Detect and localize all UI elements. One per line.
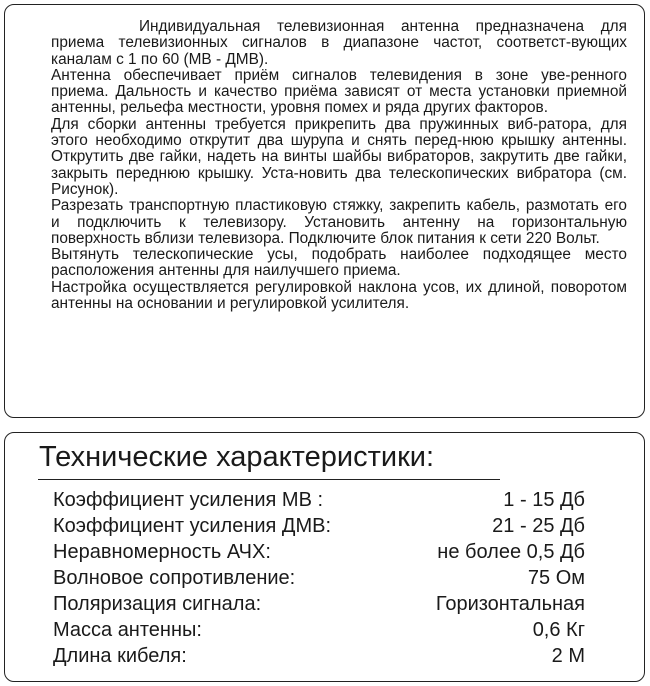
spec-value: 75 Ом — [527, 567, 585, 589]
spec-row — [53, 565, 585, 591]
specs-list — [53, 487, 585, 669]
spec-row — [53, 513, 585, 539]
spec-value: 2 М — [551, 645, 585, 667]
spec-label: Поляризация сигнала: — [53, 593, 262, 615]
spec-value: Горизонтальная — [435, 593, 585, 615]
spec-value: 1 - 15 Дб — [503, 489, 585, 511]
description-panel — [4, 4, 645, 418]
spec-value: не более 0,5 Дб — [437, 541, 585, 563]
spec-label: Коэффициент усиления МВ : — [53, 489, 324, 511]
description-paragraph: Антенна обеспечивает приём сигналов телевидения в зоне уве-ренного приема. Дальность и качество приёма зависят от места установки приемной антенны, рельефа местности, уровня помех и ряда других факторов. — [51, 66, 627, 117]
spec-value: 21 - 25 Дб — [492, 515, 585, 537]
specs-title: Технические характеристики: — [39, 441, 435, 473]
spec-value: 0,6 Кг — [532, 619, 585, 641]
description-paragraph: Для сборки антенны требуется прикрепить два пружинных виб-ратора, для этого необходимо открутит два шурупа и снять перед-нюю крышку антенны. Открутить две гайки, надеть на винты шайбы вибраторов, закрутить две гайки, закрыть переднюю крышку. Уста-новить два телескопических вибратора (см. Рисунок). — [51, 115, 627, 198]
specs-panel — [4, 432, 645, 682]
spec-label: Масса антенны: — [53, 619, 202, 641]
spec-label: Неравномерность АЧХ: — [53, 541, 271, 563]
description-paragraph: Вытянуть телескопические усы, подобрать наиболее подходящее место расположения антенны для наилучшего приема. — [51, 246, 627, 280]
spec-row — [53, 487, 585, 513]
spec-row — [53, 591, 585, 617]
spec-label: Коэффициент усиления ДМВ: — [53, 515, 332, 537]
spec-row — [53, 539, 585, 565]
spec-label: Волновое сопротивление: — [53, 567, 296, 589]
spec-row — [53, 643, 585, 669]
description-text — [51, 19, 627, 312]
description-paragraph: Индивидуальная телевизионная антенна предназначена для приема телевизионных сигналов в диапазоне частот, соответст-вующих каналам с 1 по 60 (МВ - ДМВ). — [51, 18, 627, 68]
spec-label: Длина кибеля: — [53, 645, 187, 667]
spec-row — [53, 617, 585, 643]
title-underline — [38, 479, 500, 480]
description-paragraph: Разрезать транспортную пластиковую стяжку, закрепить кабель, размотать его и подключить к телевизору. Установить антенну на горизонтальную поверхность вблизи телевизора. Подключите блок питания к сети 220 Вольт. — [51, 197, 627, 247]
description-paragraph: Настройка осуществляется регулировкой наклона усов, их длиной, поворотом антенны на основании и регулировкой усилителя. — [51, 278, 627, 313]
